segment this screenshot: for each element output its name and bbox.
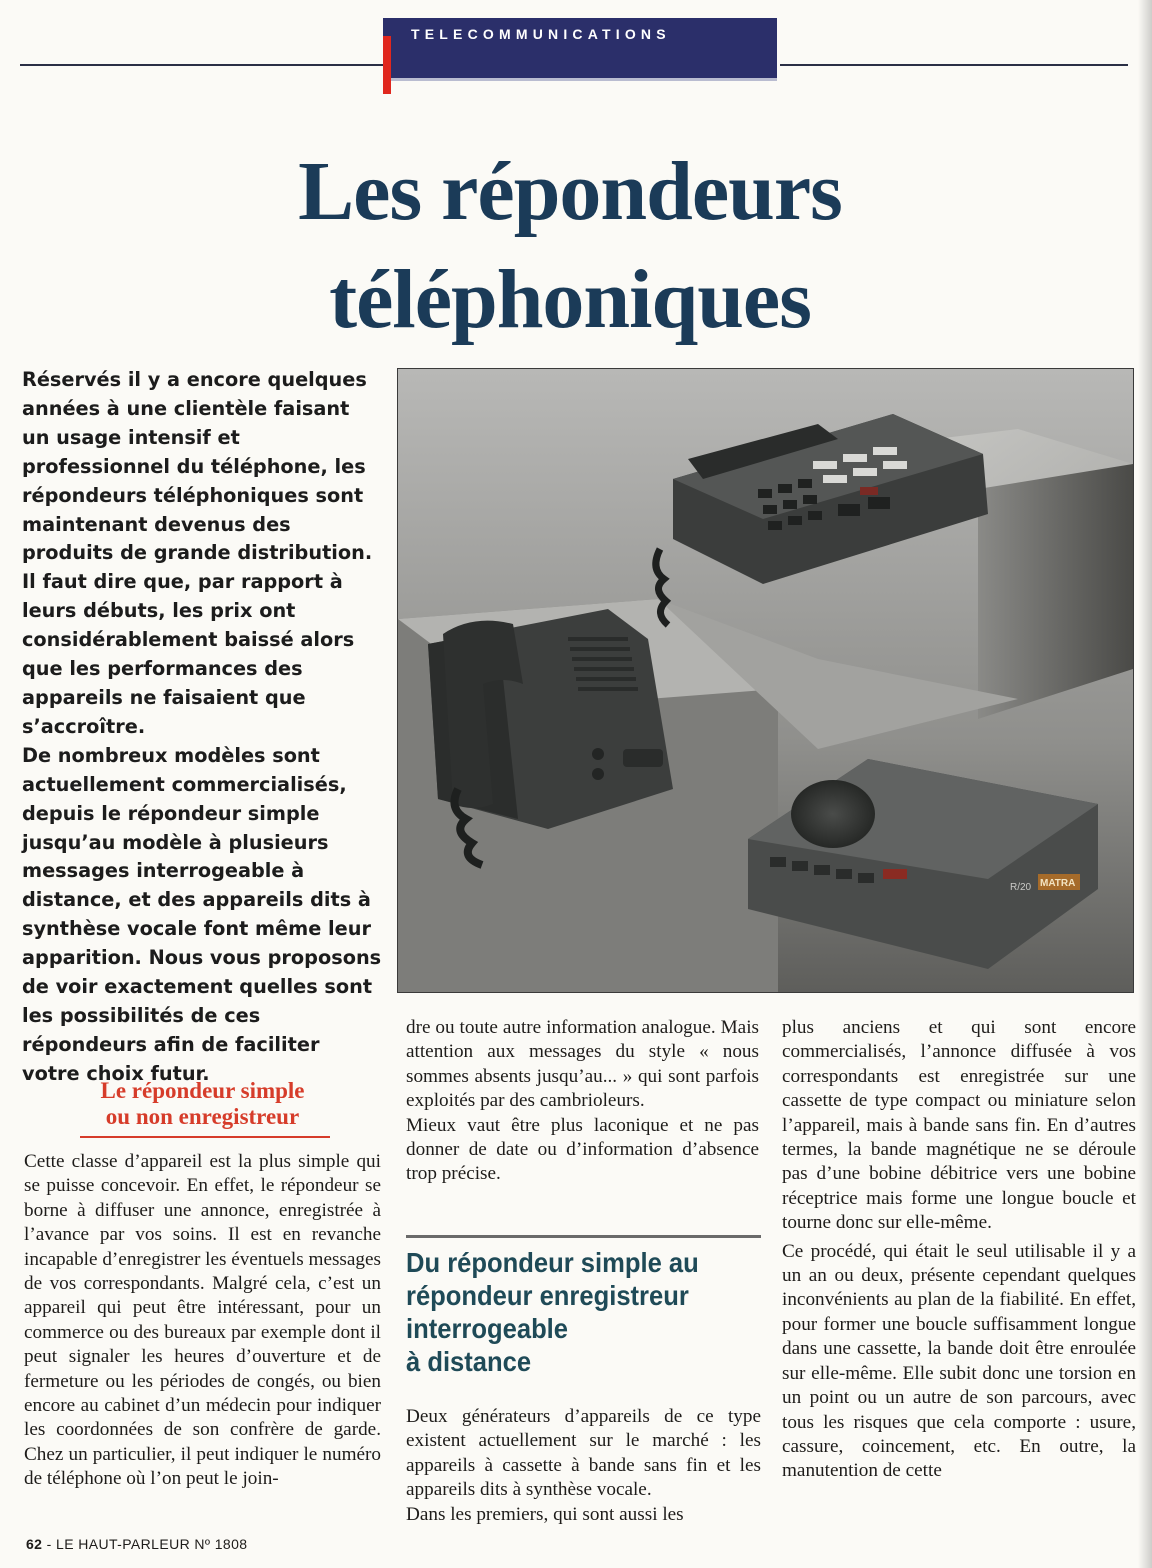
- page-footer: [26, 1536, 247, 1552]
- section-heading-simple-answering-machine: [24, 1078, 381, 1130]
- column-2-bottom: [406, 1405, 761, 1527]
- page-edge-shadow: [1138, 0, 1152, 1568]
- column-3-paragraph-2: Ce procédé, qui était le seul utilisable il y a un an ou deux, présente cependant quelques inconvénients au plan de la fiabilité. En effet, pour former une boucle suffisamment longue dans une cassette, la bande doit être enroulée sur elle-même. Elle subit donc une torsion en un point ou un autre de son parcours, avec tous les risques que cela comporte : usure, cassure, coincement, etc. En outre, la manutention de cette: [782, 1240, 1136, 1482]
- section-heading-1-underline: [80, 1136, 330, 1138]
- section-heading-2-line-1: Du répondeur simple au: [406, 1247, 699, 1278]
- article-title: [200, 138, 940, 354]
- section-heading-1-line-1: Le répondeur simple: [100, 1078, 305, 1103]
- intro-column: [22, 366, 382, 1089]
- article-title-line-1: Les répondeurs: [298, 145, 842, 238]
- publication-name: - LE HAUT-PARLEUR Nº 1808: [42, 1536, 248, 1552]
- column-2-top: [406, 1016, 759, 1187]
- column-3-paragraph-1: plus anciens et qui sont encore commercialisés, l’annonce diffusée à vos correspondants est enregistrée sur une cassette de type compact ou miniature selon l’appareil, mais à bande sans fin. En d’autres termes, la bande magnétique ne se déroule pas d’une bobine débitrice vers une bobine réceptrice mais forme une longue boucle et tourne donc sur elle-même.: [782, 1017, 1136, 1234]
- section-heading-2-line-2: répondeur enregistreur: [406, 1280, 689, 1311]
- column-2-paragraph-1: dre ou toute autre information analogue. Mais attention aux messages du style « nous sommes absents jusqu’au... » qui sont parfois exploités par des cambrioleurs.: [406, 1017, 759, 1112]
- page-number: 62: [26, 1536, 43, 1552]
- section-banner-red-tab: [383, 36, 391, 94]
- column-1-body: Cette classe d’appareil est la plus simple qui se puisse concevoir. En effet, le répondeur se borne à diffuser une annonce, enregistrée à l’avance par vos soins. Il est en revanche incapable d’enregistrer les éventuels messages de vos correspondants. Malgré cela, c’est un appareil qui peut être intéressant, pour un commerce ou des bureaux par exemple dont il peut signaler les heures d’ouverture et de fermeture ou les périodes de congés, ou bien encore au cabinet d’un médecin pour indiquer les coordonnées de son confrère de garde. Chez un particulier, il peut indiquer le numéro de téléphone où l’on peut le join-: [24, 1151, 381, 1490]
- answering-machines-photo: [397, 368, 1134, 993]
- section-banner: [383, 18, 777, 78]
- section-heading-2-rule: [406, 1235, 761, 1238]
- machine-brand-label: MATRA: [1040, 878, 1076, 889]
- header-rule-left: [20, 64, 385, 66]
- section-heading-2-line-4: à distance: [406, 1346, 532, 1377]
- section-heading-2-line-3: interrogeable: [406, 1313, 569, 1344]
- section-heading-1-line-2: ou non enregistreur: [105, 1104, 300, 1129]
- machine-model-label: R/20: [1010, 882, 1032, 893]
- section-label: TELECOMMUNICATIONS: [411, 26, 671, 42]
- intro-paragraph-2: De nombreux modèles sont actuellement commercialisés, depuis le répondeur simple jusqu’au modèle à plusieurs messages interrogeable à distance, et des appareils dits à synthèse vocale font même leur apparition. Nous vous proposons de voir exactement quelles sont les possibilités de ces répondeurs afin de faciliter votre choix futur.: [22, 743, 382, 1085]
- intro-paragraph-1: Réservés il y a encore quelques années à une clientèle faisant un usage intensif et professionnel du téléphone, les répondeurs téléphoniques sont maintenant devenus des produits de grande distribution. Il faut dire que, par rapport à leurs débuts, les prix ont considérablement baissé alors que les performances des appareils ne faisaient que s’accroître.: [22, 368, 373, 738]
- section-heading-remote-answering-machine: [406, 1246, 741, 1378]
- answering-machines-illustration: [398, 369, 1133, 992]
- article-title-line-2: téléphoniques: [329, 253, 811, 346]
- section-2-paragraph-1: Deux générateurs d’appareils de ce type existent actuellement sur le marché : les appareils à cassette à bande sans fin et les appareils dits à synthèse vocale.: [406, 1406, 761, 1501]
- section-2-paragraph-2: Dans les premiers, qui sont aussi les: [406, 1503, 684, 1525]
- column-2-paragraph-2: Mieux vaut être plus laconique et ne pas donner de date ou d’information d’absence trop précise.: [406, 1114, 759, 1185]
- column-3: [782, 1016, 1136, 1484]
- header-rule-right: [780, 64, 1128, 66]
